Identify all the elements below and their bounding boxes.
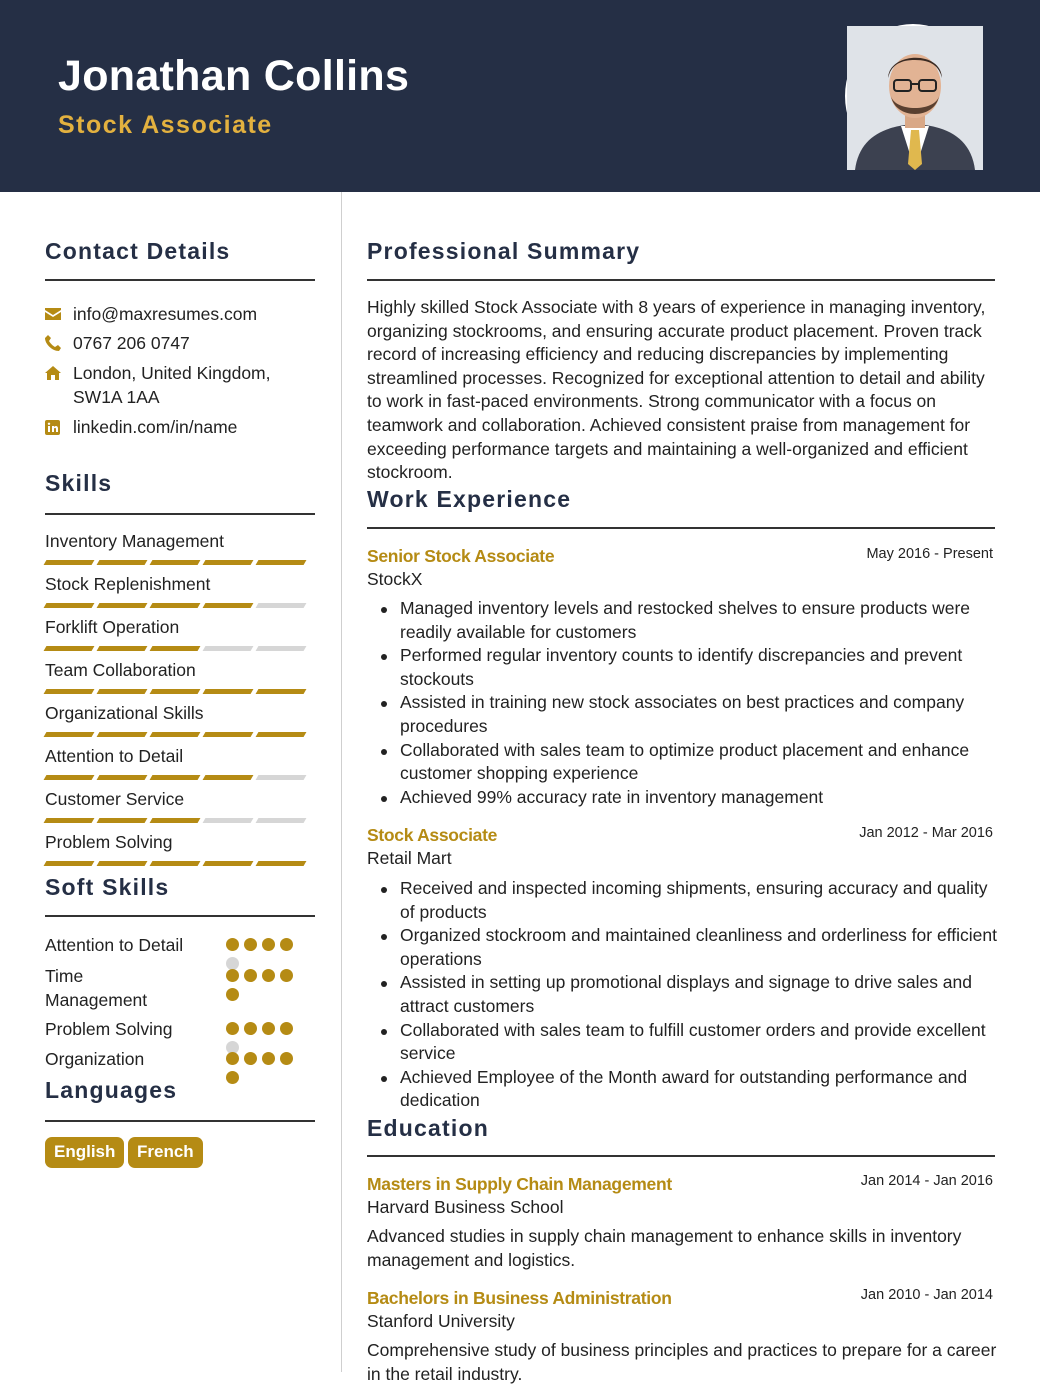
contact-phone[interactable] <box>45 331 190 355</box>
soft-skill-rating <box>226 969 304 1001</box>
rating-dot <box>226 1052 239 1065</box>
skill-level-segment <box>97 603 148 608</box>
school-name: Stanford University <box>367 1311 515 1331</box>
skill-level-segment <box>203 818 254 823</box>
job-company: Retail Mart <box>367 848 452 868</box>
skill-name: Customer Service <box>45 789 185 809</box>
rating-dot <box>244 938 257 951</box>
degree-title: Masters in Supply Chain Management <box>367 1174 672 1194</box>
soft-skill-name: Time Management <box>45 966 148 1010</box>
profile-photo <box>845 24 981 168</box>
job-dates: May 2016 - Present <box>866 546 993 562</box>
skill-level-segment <box>150 560 201 565</box>
job-company: StockX <box>367 569 423 589</box>
education-heading: Education <box>367 1115 489 1141</box>
skill-name: Problem Solving <box>45 832 173 852</box>
address-line-2: SW1A 1AA <box>73 387 160 407</box>
summary-heading: Professional Summary <box>367 238 641 264</box>
column-divider <box>341 192 342 1372</box>
skill-level-segment <box>150 861 201 866</box>
skill-level-segment <box>97 646 148 651</box>
skill-name: Stock Replenishment <box>45 574 211 594</box>
skill-level-segment <box>97 861 148 866</box>
skill-level-bar <box>45 861 305 866</box>
candidate-title: Stock Associate <box>58 111 273 139</box>
skill-level-segment <box>203 861 254 866</box>
rating-dot <box>280 1052 293 1065</box>
skill-level-segment <box>203 689 254 694</box>
skill-level-segment <box>44 861 95 866</box>
skill-name: Inventory Management <box>45 531 224 551</box>
rating-dot <box>226 1022 239 1035</box>
skill-level-segment <box>203 646 254 651</box>
soft-skill-name: Problem Solving <box>45 1019 173 1039</box>
rating-dot <box>262 969 275 982</box>
home-icon <box>45 361 73 385</box>
skill-level-segment <box>97 818 148 823</box>
skills-heading: Skills <box>45 470 113 496</box>
skill-level-segment <box>44 732 95 737</box>
rating-dot <box>244 1022 257 1035</box>
bullet-item: Managed inventory levels and restocked shelves to ensure products were readily available for customers <box>377 597 1002 644</box>
skill-level-bar <box>45 603 305 608</box>
rating-dot <box>226 988 239 1001</box>
contact-phone-text: 0767 206 0747 <box>73 333 190 353</box>
bullet-item: Assisted in training new stock associates on best practices and company procedures <box>377 691 1002 738</box>
skill-name: Organizational Skills <box>45 703 204 723</box>
skill-level-segment <box>150 646 201 651</box>
skill-level-segment <box>44 560 95 565</box>
summary-rule <box>367 279 995 281</box>
rating-dot <box>244 969 257 982</box>
skill-level-segment <box>256 646 307 651</box>
language-badge-french: French <box>128 1137 203 1168</box>
soft-skill-rating <box>226 938 304 970</box>
skill-level-segment <box>256 689 307 694</box>
soft-skill-rating <box>226 1022 304 1054</box>
skill-level-segment <box>150 689 201 694</box>
experience-heading: Work Experience <box>367 486 572 512</box>
school-name: Harvard Business School <box>367 1197 564 1217</box>
degree-dates: Jan 2010 - Jan 2014 <box>860 1287 993 1303</box>
phone-icon <box>45 331 73 355</box>
skill-level-segment <box>203 560 254 565</box>
contact-address-text <box>73 361 271 409</box>
rating-dot <box>244 1052 257 1065</box>
skill-level-segment <box>150 732 201 737</box>
degree-description: Comprehensive study of business principles and practices to prepare for a career in the retail industry. <box>367 1340 997 1384</box>
skill-level-segment <box>150 775 201 780</box>
skill-level-segment <box>97 732 148 737</box>
soft-skill-name: Organization <box>45 1049 145 1069</box>
skill-level-segment <box>150 818 201 823</box>
bullet-item: Received and inspected incoming shipments, ensuring accuracy and quality of products <box>377 877 1002 924</box>
degree-dates: Jan 2014 - Jan 2016 <box>860 1173 993 1189</box>
skill-name: Forklift Operation <box>45 617 180 637</box>
contact-email[interactable] <box>45 302 257 326</box>
skill-level-segment <box>44 689 95 694</box>
soft-skills-heading: Soft Skills <box>45 874 170 900</box>
rating-dot <box>226 1071 239 1084</box>
rating-dot <box>280 969 293 982</box>
contact-heading: Contact Details <box>45 238 231 264</box>
skill-level-bar <box>45 732 305 737</box>
skill-level-segment <box>256 560 307 565</box>
job-title: Stock Associate <box>367 825 498 845</box>
skill-level-segment <box>97 560 148 565</box>
experience-rule <box>367 527 995 529</box>
bullet-item: Collaborated with sales team to optimize product placement and enhance customer shopping experience <box>377 739 1002 786</box>
contact-linkedin-text: linkedin.com/in/name <box>73 417 238 437</box>
rating-dot <box>226 969 239 982</box>
job-bullets <box>377 877 1002 1113</box>
bullet-item: Achieved Employee of the Month award for outstanding performance and dedication <box>377 1066 1002 1113</box>
languages-rule <box>45 1120 315 1122</box>
skill-level-segment <box>44 603 95 608</box>
bullet-item: Achieved 99% accuracy rate in inventory management <box>377 786 1002 810</box>
job-bullets <box>377 597 1002 809</box>
linkedin-icon <box>45 415 73 439</box>
soft-skill-rating <box>226 1052 304 1084</box>
bullet-item: Collaborated with sales team to fulfill customer orders and provide excellent service <box>377 1019 1002 1066</box>
skill-level-segment <box>97 689 148 694</box>
resume-header <box>0 0 1040 192</box>
rating-dot <box>280 938 293 951</box>
skill-name: Attention to Detail <box>45 746 184 766</box>
skill-level-segment <box>150 603 201 608</box>
skill-level-bar <box>45 560 305 565</box>
candidate-name: Jonathan Collins <box>58 52 410 100</box>
skill-level-bar <box>45 689 305 694</box>
skill-level-bar <box>45 775 305 780</box>
contact-address <box>45 361 271 409</box>
language-badge-english: English <box>45 1137 124 1168</box>
skill-name: Team Collaboration <box>45 660 196 680</box>
education-rule <box>367 1155 995 1157</box>
skill-level-segment <box>44 646 95 651</box>
skill-level-bar <box>45 818 305 823</box>
skill-level-segment <box>203 775 254 780</box>
skill-level-segment <box>256 861 307 866</box>
skill-level-segment <box>256 818 307 823</box>
rating-dot <box>262 938 275 951</box>
skill-level-segment <box>44 818 95 823</box>
soft-skill-name: Attention to Detail <box>45 935 184 955</box>
skill-level-segment <box>256 603 307 608</box>
skill-level-segment <box>97 775 148 780</box>
job-title: Senior Stock Associate <box>367 546 555 566</box>
envelope-icon <box>45 302 73 326</box>
rating-dot <box>280 1022 293 1035</box>
soft-skills-rule <box>45 915 315 917</box>
bullet-item: Assisted in setting up promotional displays and signage to drive sales and attract customers <box>377 971 1002 1018</box>
skill-level-segment <box>203 732 254 737</box>
skill-level-segment <box>44 775 95 780</box>
rating-dot <box>226 938 239 951</box>
skills-rule <box>45 513 315 515</box>
address-line-1: London, United Kingdom, <box>73 363 271 383</box>
skill-level-segment <box>203 603 254 608</box>
contact-linkedin[interactable] <box>45 415 237 439</box>
skill-level-segment <box>256 775 307 780</box>
contact-email-text: info@maxresumes.com <box>73 304 258 324</box>
contact-rule <box>45 279 315 281</box>
job-dates: Jan 2012 - Mar 2016 <box>859 825 993 841</box>
rating-dot <box>262 1022 275 1035</box>
degree-description: Advanced studies in supply chain management to enhance skills in inventory management and logistics. <box>367 1226 962 1270</box>
skill-level-bar <box>45 646 305 651</box>
bullet-item: Organized stockroom and maintained cleanliness and orderliness for efficient operations <box>377 924 1002 971</box>
summary-text: Highly skilled Stock Associate with 8 years of experience in managing inventory, organizing stockrooms, and ensuring accurate product placement. Proven track record of increasing efficiency and reducing discrepancies by implementing streamlined processes. Recognized for exceptional attention to detail and ability to work in fast-paced environments. Strong communicator with a focus on teamwork and collaboration. Achieved consistent praise from management for exceeding performance targets and maintaining a well-organized and efficient stockroom. <box>367 297 986 483</box>
languages-heading: Languages <box>45 1077 178 1103</box>
degree-title: Bachelors in Business Administration <box>367 1288 672 1308</box>
skill-level-segment <box>256 732 307 737</box>
bullet-item: Performed regular inventory counts to identify discrepancies and prevent stockouts <box>377 644 1002 691</box>
rating-dot <box>262 1052 275 1065</box>
